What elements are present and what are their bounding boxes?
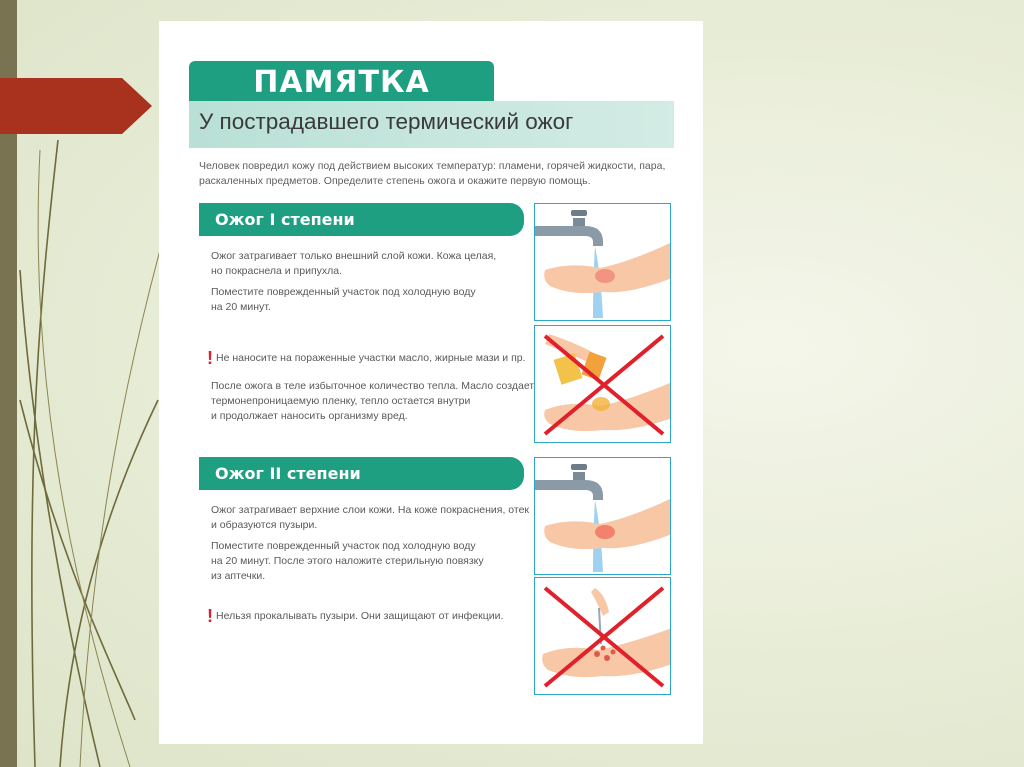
text-line: на 20 минут. <box>211 301 271 313</box>
section1-para2 <box>211 285 476 315</box>
text-line: термонепроницаемую пленку, тепло остается внутри <box>211 395 471 407</box>
intro-text: Человек повредил кожу под действием высоких температур: пламени, горячей жидкости, пара, раскаленных предметов. Определите степень ожога и окажите первую помощь. <box>199 160 666 187</box>
crossed-oil-bottle-icon <box>535 326 671 443</box>
illustration-no-oil <box>534 325 671 443</box>
section1-para1 <box>211 249 496 279</box>
illustration-no-piercing <box>534 577 671 695</box>
section2-warning <box>207 606 504 626</box>
crossed-needle-blister-icon <box>535 578 671 695</box>
illustration-cold-water-2 <box>534 457 671 575</box>
section1-heading-bar <box>199 203 524 236</box>
section1-heading: Ожог I степени <box>215 210 355 229</box>
memo-sheet <box>159 21 703 744</box>
text-line: и образуются пузыри. <box>211 519 318 531</box>
text-line: Поместите поврежденный участок под холодную воду <box>211 286 476 298</box>
warning-exclamation-icon: ! <box>207 348 213 368</box>
text-line: и продолжает наносить организму вред. <box>211 410 408 422</box>
hand-under-faucet-icon <box>535 458 671 575</box>
text-line: Поместите поврежденный участок под холодную воду <box>211 540 476 552</box>
warning-exclamation-icon: ! <box>207 606 213 626</box>
text-line: Ожог затрагивает только внешний слой кожи. Кожа целая, <box>211 250 497 262</box>
section2-heading-bar <box>199 457 524 490</box>
section2-heading: Ожог II степени <box>215 464 361 483</box>
section2-para2 <box>211 539 484 584</box>
section1-warning <box>207 348 526 368</box>
section1-para3 <box>211 379 534 424</box>
text-line: После ожога в теле избыточное количество тепла. Масло создает <box>211 380 535 392</box>
text-line: из аптечки. <box>211 570 266 582</box>
warning-text: Не наносите на пораженные участки масло, жирные мази и пр. <box>216 352 526 364</box>
memo-title: ПАМЯТКА <box>253 65 430 100</box>
text-line: на 20 минут. После этого наложите стерильную повязку <box>211 555 484 567</box>
text-line: но покраснела и припухла. <box>211 265 343 277</box>
memo-subtitle: У пострадавшего термический ожог <box>199 109 574 134</box>
text-line: Ожог затрагивает верхние слои кожи. На коже покраснения, отек <box>211 504 530 516</box>
hand-under-faucet-icon <box>535 204 671 321</box>
warning-text: Нельзя прокалывать пузыри. Они защищают от инфекции. <box>216 610 504 622</box>
slide-arrow-marker <box>0 78 152 134</box>
section2-para1 <box>211 503 529 533</box>
illustration-cold-water-1 <box>534 203 671 321</box>
